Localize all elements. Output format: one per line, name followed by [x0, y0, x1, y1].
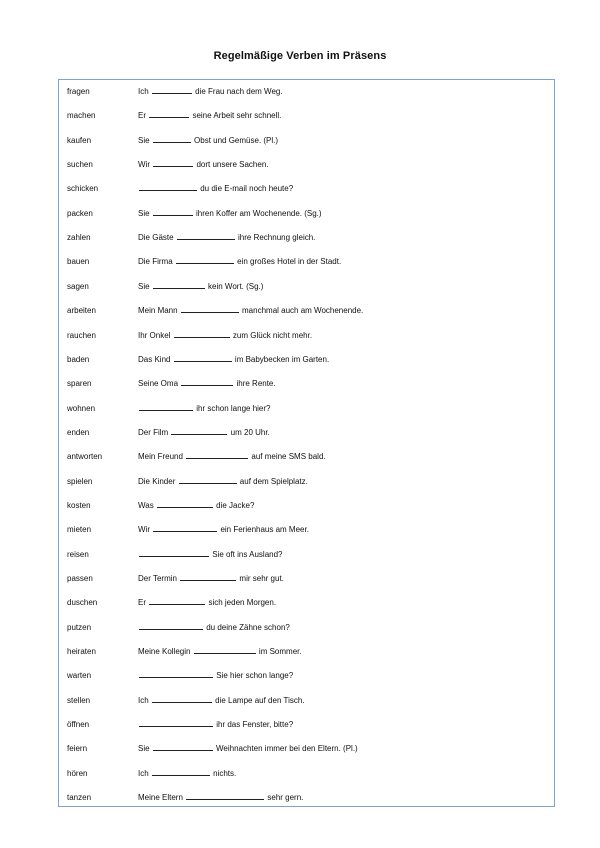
exercise-row: [59, 523, 554, 537]
sentence-start: Mein Mann: [138, 306, 180, 316]
answer-blank[interactable]: [152, 85, 192, 94]
answer-blank[interactable]: [176, 255, 234, 264]
verb-cell: enden: [67, 427, 90, 437]
verb-cell: tanzen: [67, 793, 92, 803]
sentence-end: ihren Koffer am Wochenende. (Sg.): [193, 208, 322, 218]
sentence-start: Das Kind: [138, 354, 173, 364]
answer-blank[interactable]: [139, 402, 193, 411]
sentence-cell: [138, 85, 283, 99]
exercise-row: [59, 329, 554, 343]
verb-cell: arbeiten: [67, 306, 96, 316]
sentence-cell: [138, 280, 263, 294]
exercise-row: [59, 767, 554, 781]
sentence-end: manchmal auch am Wochenende.: [239, 306, 364, 316]
verb-cell: öffnen: [67, 720, 90, 730]
exercise-row: [59, 669, 554, 683]
answer-blank[interactable]: [139, 548, 209, 557]
sentence-cell: [138, 767, 236, 781]
sentence-cell: [138, 548, 283, 562]
sentence-cell: [138, 377, 276, 391]
sentence-start: Ich: [138, 768, 151, 778]
exercise-row: [59, 158, 554, 172]
verb-cell: wohnen: [67, 403, 96, 413]
sentence-start: Wir: [138, 525, 153, 535]
exercise-row: [59, 718, 554, 732]
sentence-end: kein Wort. (Sg.): [205, 281, 264, 291]
verb-cell: heiraten: [67, 647, 96, 657]
answer-blank[interactable]: [186, 791, 264, 800]
answer-blank[interactable]: [157, 499, 213, 508]
exercise-row: [59, 742, 554, 756]
sentence-end: sehr gern.: [265, 793, 304, 803]
answer-blank[interactable]: [194, 645, 256, 654]
answer-blank[interactable]: [177, 231, 235, 240]
sentence-cell: [138, 499, 254, 513]
sentence-end: die Frau nach dem Weg.: [192, 87, 283, 96]
exercise-row: [59, 475, 554, 489]
exercise-row: [59, 231, 554, 245]
sentence-cell: [138, 231, 315, 245]
sentence-start: Meine Eltern: [138, 793, 186, 803]
exercise-row: [59, 377, 554, 391]
verb-cell: sagen: [67, 281, 89, 291]
verb-cell: baden: [67, 354, 90, 364]
exercise-row: [59, 426, 554, 440]
verb-cell: zahlen: [67, 233, 91, 243]
exercise-row: [59, 402, 554, 416]
sentence-end: im Sommer.: [256, 647, 302, 657]
sentence-start: Er: [138, 111, 149, 121]
sentence-start: Die Gäste: [138, 233, 176, 243]
answer-blank[interactable]: [139, 669, 213, 678]
answer-blank[interactable]: [139, 621, 203, 630]
answer-blank[interactable]: [149, 109, 189, 118]
sentence-end: auf dem Spielplatz.: [237, 476, 308, 486]
verb-cell: duschen: [67, 598, 98, 608]
exercise-row: [59, 645, 554, 659]
sentence-start: Seine Oma: [138, 379, 181, 389]
verb-cell: machen: [67, 111, 96, 121]
sentence-end: Weihnachten immer bei den Eltern. (Pl.): [213, 744, 358, 754]
answer-blank[interactable]: [171, 426, 227, 435]
sentence-start: Wir: [138, 160, 153, 170]
sentence-cell: [138, 134, 278, 148]
worksheet-title: Regelmäßige Verben im Präsens: [213, 50, 387, 62]
answer-blank[interactable]: [153, 523, 217, 532]
sentence-cell: [138, 182, 293, 196]
exercise-row: [59, 280, 554, 294]
answer-blank[interactable]: [152, 694, 212, 703]
sentence-end: ihre Rechnung gleich.: [235, 233, 316, 243]
sentence-end: die Lampe auf den Tisch.: [212, 695, 305, 705]
sentence-start: Der Termin: [138, 574, 180, 583]
exercise-row: [59, 134, 554, 148]
answer-blank[interactable]: [149, 596, 205, 605]
verb-cell: packen: [67, 208, 93, 218]
sentence-start: Der Film: [138, 427, 171, 437]
verb-cell: putzen: [67, 622, 92, 632]
sentence-cell: [138, 621, 290, 635]
verb-cell: kaufen: [67, 135, 92, 145]
sentence-cell: [138, 353, 329, 367]
verb-cell: feiern: [67, 744, 88, 754]
answer-blank[interactable]: [153, 158, 193, 167]
answer-blank[interactable]: [153, 134, 191, 143]
sentence-cell: [138, 426, 270, 440]
sentence-start: Ich: [138, 695, 151, 705]
verb-cell: rauchen: [67, 330, 96, 340]
answer-blank[interactable]: [139, 718, 213, 727]
answer-blank[interactable]: [186, 450, 248, 459]
sentence-end: ihre Rente.: [234, 379, 276, 389]
exercise-row: [59, 499, 554, 513]
exercise-row: [59, 85, 554, 99]
verb-cell: spielen: [67, 476, 93, 486]
answer-blank[interactable]: [174, 353, 232, 362]
exercise-row: [59, 255, 554, 269]
sentence-end: ihr schon lange hier?: [194, 403, 271, 413]
answer-blank[interactable]: [181, 304, 239, 313]
answer-blank[interactable]: [152, 767, 210, 776]
verb-cell: schicken: [67, 184, 99, 194]
exercise-row: [59, 548, 554, 562]
sentence-end: ihr das Fenster, bitte?: [214, 720, 294, 730]
answer-blank[interactable]: [181, 377, 233, 386]
sentence-cell: [138, 304, 363, 318]
sentence-start: Mein Freund: [138, 452, 186, 462]
exercise-table: [58, 79, 555, 807]
verb-cell: fragen: [67, 87, 90, 96]
sentence-cell: [138, 523, 309, 537]
verb-cell: bauen: [67, 257, 90, 267]
sentence-start: Sie: [138, 208, 152, 218]
exercise-row: [59, 621, 554, 635]
exercise-row: [59, 353, 554, 367]
sentence-cell: [138, 718, 293, 732]
sentence-start: Sie: [138, 281, 152, 291]
verb-cell: stellen: [67, 695, 91, 705]
sentence-start: Ich: [138, 87, 151, 96]
sentence-end: um 20 Uhr.: [228, 427, 270, 437]
sentence-end: du deine Zähne schon?: [204, 622, 290, 632]
sentence-cell: [138, 109, 281, 123]
sentence-cell: [138, 742, 358, 756]
exercise-row: [59, 182, 554, 196]
answer-blank[interactable]: [174, 329, 230, 338]
sentence-start: Sie: [138, 135, 152, 145]
verb-cell: suchen: [67, 160, 93, 170]
sentence-end: zum Glück nicht mehr.: [230, 330, 313, 340]
answer-blank[interactable]: [180, 572, 236, 581]
verb-cell: sparen: [67, 379, 92, 389]
sentence-cell: [138, 791, 303, 805]
sentence-end: mir sehr gut.: [237, 574, 284, 583]
sentence-cell: [138, 158, 269, 172]
sentence-start: Meine Kollegin: [138, 647, 193, 657]
sentence-end: dort unsere Sachen.: [194, 160, 269, 170]
sentence-end: die Jacke?: [213, 500, 255, 510]
verb-cell: kosten: [67, 500, 91, 510]
sentence-start: Er: [138, 598, 149, 608]
sentence-end: im Babybecken im Garten.: [232, 354, 330, 364]
answer-blank[interactable]: [139, 182, 197, 191]
answer-blank[interactable]: [153, 207, 193, 216]
sentence-end: Obst und Gemüse. (Pl.): [191, 135, 279, 145]
sentence-cell: [138, 596, 276, 610]
sentence-start: Die Firma: [138, 257, 175, 267]
sentence-end: ein Ferienhaus am Meer.: [218, 525, 309, 535]
sentence-end: seine Arbeit sehr schnell.: [190, 111, 282, 121]
exercise-row: [59, 596, 554, 610]
sentence-start: Sie: [138, 744, 152, 754]
sentence-start: Was: [138, 500, 156, 510]
sentence-cell: [138, 572, 284, 586]
exercise-row: [59, 109, 554, 123]
exercise-row: [59, 304, 554, 318]
verb-cell: antworten: [67, 452, 103, 462]
sentence-end: ein großes Hotel in der Stadt.: [234, 257, 342, 267]
exercise-row: [59, 791, 554, 805]
sentence-cell: [138, 475, 308, 489]
verb-cell: warten: [67, 671, 92, 681]
answer-blank[interactable]: [153, 280, 205, 289]
exercise-row: [59, 572, 554, 586]
verb-cell: mieten: [67, 525, 92, 535]
exercise-row: [59, 694, 554, 708]
sentence-end: nichts.: [210, 768, 237, 778]
verb-cell: passen: [67, 574, 93, 583]
answer-blank[interactable]: [153, 742, 213, 751]
sentence-end: Sie hier schon lange?: [214, 671, 294, 681]
sentence-cell: [138, 669, 293, 683]
sentence-cell: [138, 402, 271, 416]
sentence-end: auf meine SMS bald.: [249, 452, 326, 462]
answer-blank[interactable]: [179, 475, 237, 484]
sentence-cell: [138, 329, 312, 343]
sentence-cell: [138, 694, 305, 708]
sentence-cell: [138, 255, 341, 269]
sentence-end: sich jeden Morgen.: [206, 598, 277, 608]
sentence-cell: [138, 645, 302, 659]
exercise-row: [59, 207, 554, 221]
verb-cell: hören: [67, 768, 88, 778]
sentence-start: Die Kinder: [138, 476, 178, 486]
sentence-end: Sie oft ins Ausland?: [210, 549, 283, 559]
verb-cell: reisen: [67, 549, 89, 559]
exercise-row: [59, 450, 554, 464]
sentence-end: du die E-mail noch heute?: [198, 184, 294, 194]
sentence-cell: [138, 207, 322, 221]
sentence-cell: [138, 450, 326, 464]
sentence-start: Ihr Onkel: [138, 330, 173, 340]
